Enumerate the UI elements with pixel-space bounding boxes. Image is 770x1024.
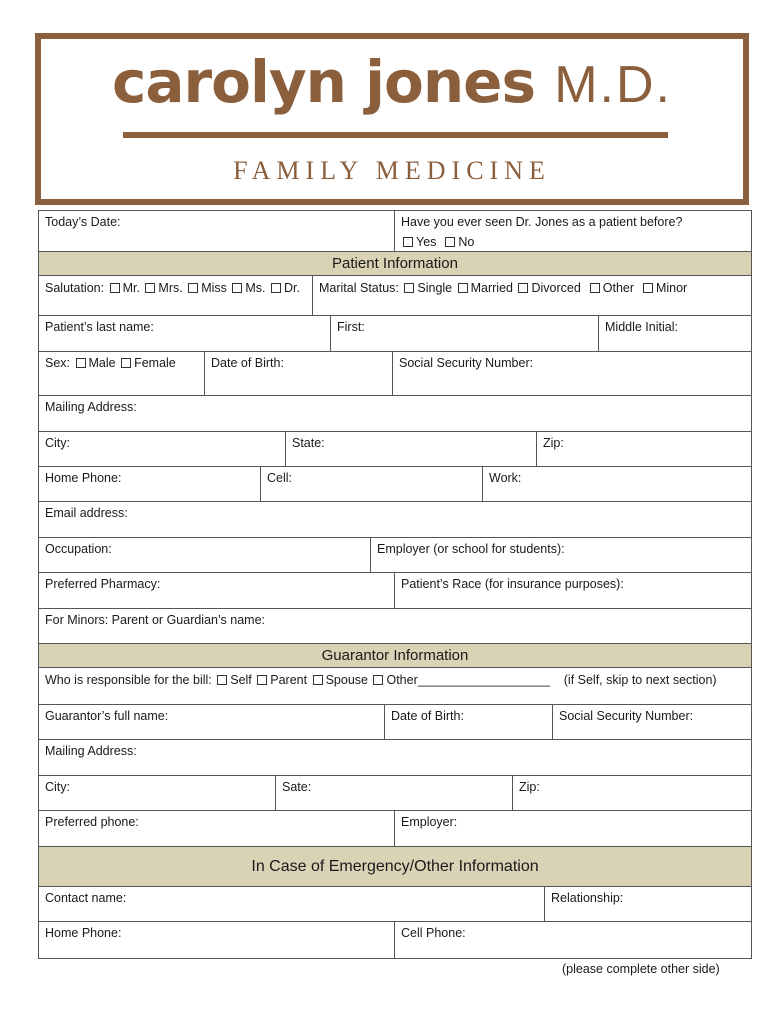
mrs-checkbox[interactable] [145, 283, 155, 293]
logo [41, 47, 743, 120]
miss-checkbox[interactable] [188, 283, 198, 293]
contact-name-field[interactable] [39, 887, 545, 921]
salutation-label: Salutation: [45, 281, 105, 295]
dob-label: Date of Birth: [211, 356, 284, 370]
form-row [39, 276, 751, 316]
marital-option: Minor [655, 281, 688, 295]
seen-before-label: Have you ever seen Dr. Jones as a patient before? [401, 215, 683, 229]
form-row [39, 740, 751, 776]
guarantor-dob-field[interactable] [385, 705, 553, 739]
other-responsible-checkbox[interactable] [373, 675, 383, 685]
minor-checkbox[interactable] [643, 283, 653, 293]
form-row [39, 432, 751, 467]
letterhead [35, 33, 749, 205]
marital-status-field [313, 276, 751, 315]
responsible-field [39, 668, 751, 704]
occupation-field[interactable] [39, 538, 371, 572]
form-row [39, 573, 751, 609]
form-row [39, 396, 751, 432]
emergency-cell-phone-field[interactable] [395, 922, 751, 958]
emergency-home-phone-label: Home Phone: [45, 926, 122, 940]
responsible-option: Parent [270, 673, 308, 687]
footer-note: (please complete other side) [562, 962, 720, 976]
home-phone-label: Home Phone: [45, 471, 122, 485]
zip-label: Zip: [543, 436, 564, 450]
dob-field[interactable] [205, 352, 393, 395]
patient-section-header [39, 252, 751, 276]
guarantor-city-field[interactable] [39, 776, 276, 810]
emergency-home-phone-field[interactable] [39, 922, 395, 958]
guarantor-dob-label: Date of Birth: [391, 709, 464, 723]
guarantor-phone-field[interactable] [39, 811, 395, 846]
form-row [39, 811, 751, 847]
cell-label: Cell: [267, 471, 293, 485]
last-name-label: Patient’s last name: [45, 320, 154, 334]
marital-option: Other [602, 281, 635, 295]
responsible-option: Spouse [325, 673, 368, 687]
guarantor-city-label: City: [45, 780, 70, 794]
salutation-field [39, 276, 313, 315]
responsible-option: Self [230, 673, 252, 687]
race-field[interactable] [395, 573, 751, 608]
guarantor-state-label: Sate: [282, 780, 312, 794]
dr-checkbox[interactable] [271, 283, 281, 293]
sex-field [39, 352, 205, 395]
mailing-address-label: Mailing Address: [45, 400, 137, 414]
salutation-option: Miss [201, 281, 227, 295]
city-label: City: [45, 436, 70, 450]
salutation-option: Mrs. [158, 281, 183, 295]
emergency-section-header [39, 847, 751, 887]
pharmacy-label: Preferred Pharmacy: [45, 577, 161, 591]
guarantor-name-label: Guarantor’s full name: [45, 709, 169, 723]
work-phone-field[interactable] [483, 467, 751, 501]
married-checkbox[interactable] [458, 283, 468, 293]
guarantor-zip-label: Zip: [519, 780, 540, 794]
employer-label: Employer (or school for students): [377, 542, 565, 556]
guarantor-mailing-field[interactable] [39, 740, 751, 775]
guarantor-mailing-label: Mailing Address: [45, 744, 137, 758]
logo-divider [123, 132, 668, 138]
email-field[interactable] [39, 502, 751, 537]
first-name-label: First: [337, 320, 365, 334]
logo-name: carolyn jones [112, 48, 536, 116]
guarantor-name-field[interactable] [39, 705, 385, 739]
salutation-option: Dr. [284, 281, 300, 295]
guarantor-zip-field[interactable] [513, 776, 751, 810]
cell-phone-field[interactable] [261, 467, 483, 501]
patient-section-title: Patient Information [332, 254, 458, 272]
emergency-cell-phone-label: Cell Phone: [401, 926, 466, 940]
guarantor-employer-field[interactable] [395, 811, 751, 846]
guardian-field[interactable] [39, 609, 751, 643]
guarantor-employer-label: Employer: [401, 815, 458, 829]
marital-status-label: Marital Status: [319, 281, 399, 295]
pharmacy-field[interactable] [39, 573, 395, 608]
spouse-checkbox[interactable] [313, 675, 323, 685]
parent-checkbox[interactable] [257, 675, 267, 685]
logo-suffix: M.D. [554, 56, 672, 114]
yes-checkbox[interactable] [403, 237, 413, 247]
guarantor-section-title: Guarantor Information [321, 646, 469, 664]
guarantor-section-header [39, 644, 751, 668]
responsible-option: Other___________________ [386, 673, 550, 687]
occupation-label: Occupation: [45, 542, 112, 556]
salutation-option: Ms. [245, 281, 266, 295]
form-row [39, 502, 751, 538]
marital-option: Divorced [531, 281, 581, 295]
mr-checkbox[interactable] [110, 283, 120, 293]
registration-form [38, 210, 752, 959]
form-row [39, 705, 751, 740]
male-checkbox[interactable] [76, 358, 86, 368]
race-label: Patient’s Race (for insurance purposes): [401, 577, 624, 591]
divorced-checkbox[interactable] [518, 283, 528, 293]
logo-subtitle: FAMILY MEDICINE [233, 156, 551, 185]
form-row [39, 538, 751, 573]
todays-date-label: Today’s Date: [45, 215, 121, 229]
relationship-field[interactable] [545, 887, 751, 921]
form-row [39, 668, 751, 705]
first-name-field[interactable] [331, 316, 599, 351]
form-row [39, 467, 751, 502]
emergency-section-title: In Case of Emergency/Other Information [251, 857, 539, 875]
last-name-field[interactable] [39, 316, 331, 351]
responsible-label: Who is responsible for the bill: [45, 673, 212, 687]
middle-initial-field[interactable] [599, 316, 751, 351]
form-row [39, 887, 751, 922]
single-checkbox[interactable] [404, 283, 414, 293]
relationship-label: Relationship: [551, 891, 624, 905]
other-checkbox[interactable] [590, 283, 600, 293]
home-phone-field[interactable] [39, 467, 261, 501]
contact-name-label: Contact name: [45, 891, 127, 905]
female-label: Female [134, 356, 176, 370]
male-label: Male [88, 356, 116, 370]
yes-label: Yes [416, 235, 437, 249]
marital-option: Married [470, 281, 513, 295]
state-label: State: [292, 436, 325, 450]
no-checkbox[interactable] [445, 237, 455, 247]
salutation-option: Mr. [122, 281, 140, 295]
work-label: Work: [489, 471, 522, 485]
form-row [39, 609, 751, 644]
guarantor-ssn-label: Social Security Number: [559, 709, 694, 723]
ssn-label: Social Security Number: [399, 356, 534, 370]
form-row [39, 211, 751, 252]
guarantor-ssn-field[interactable] [553, 705, 751, 739]
employer-field[interactable] [371, 538, 751, 572]
ssn-field[interactable] [393, 352, 751, 395]
city-field[interactable] [39, 432, 286, 466]
email-label: Email address: [45, 506, 128, 520]
seen-before-field [395, 211, 751, 251]
no-label: No [458, 235, 475, 249]
self-checkbox[interactable] [217, 675, 227, 685]
guardian-label: For Minors: Parent or Guardian’s name: [45, 613, 266, 627]
female-checkbox[interactable] [121, 358, 131, 368]
guarantor-phone-label: Preferred phone: [45, 815, 139, 829]
form-row [39, 352, 751, 396]
zip-field[interactable] [537, 432, 751, 466]
form-row [39, 316, 751, 352]
guarantor-state-field[interactable] [276, 776, 513, 810]
form-row [39, 776, 751, 811]
form-row [39, 922, 751, 958]
state-field[interactable] [286, 432, 537, 466]
middle-initial-label: Middle Initial: [605, 320, 678, 334]
mailing-address-field[interactable] [39, 396, 751, 431]
responsible-note: (if Self, skip to next section) [563, 673, 717, 687]
sex-label: Sex: [45, 356, 71, 370]
marital-option: Single [417, 281, 453, 295]
ms-checkbox[interactable] [232, 283, 242, 293]
todays-date-field[interactable] [39, 211, 395, 251]
